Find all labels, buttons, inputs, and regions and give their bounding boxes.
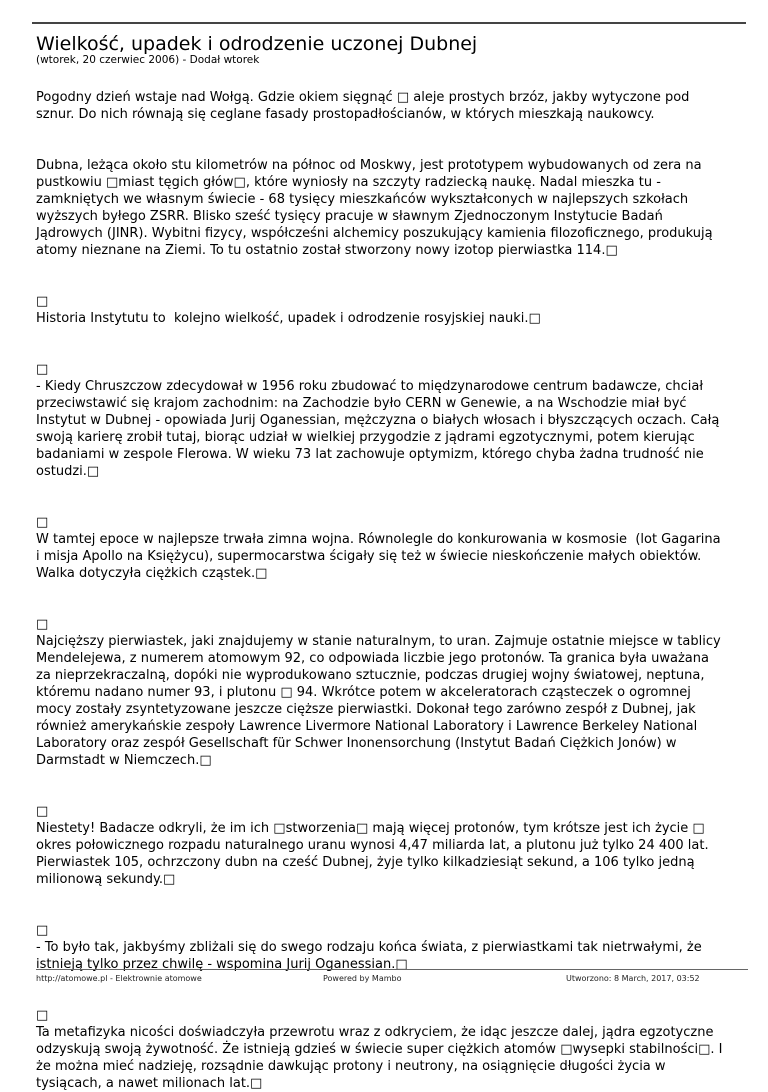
paragraph: □ W tamtej epoce w najlepsze trwała zimna wojna. Równolegle do konkurowania w kosmosie (lot Gagarina i misja Apollo na Księżycu), supermocarstwa ścigały się też w świecie nieskończenie małych obiektów. Walka dotyczyła ciężkich cząstek.□ [36,515,721,581]
article-body [36,89,736,1092]
footer-site-link[interactable]: http://atomowe.pl - Elektrownie atomowe [36,974,202,983]
paragraph: Pogodny dzień wstaje nad Wołgą. Gdzie okiem sięgnąć □ aleje prostych brzóz, jakby wytyczone pod sznur. Do nich równają się ceglane fasady prostopadłościanów, w których mieszkają naukowcy. [36,90,690,122]
page-footer [36,969,748,986]
top-divider [32,22,746,24]
paragraph: □ Ta metafizyka nicości doświadczyła przewrotu wraz z odkryciem, że idąc jeszcze dalej, jądra egzotyczne odzyskują swoją żywotność. Że istnieją gdzieś w świecie super ciężkich atomów □wysepki stabilności□. I że można mieć nadzieję, rozsądnie dawkując protony i neutrony, na osiągnięcie długości życia w tysiącach, a nawet milionach lat.□ [36,1008,723,1091]
paragraph: □ - To było tak, jakbyśmy zbliżali się do swego rodzaju końca świata, z pierwiastkami tak nietrwałymi, że istnieją tylko przez chwilę - wspomina Jurij Oganessian.□ [36,923,702,972]
paragraph: □ Najcięższy pierwiastek, jaki znajdujemy w stanie naturalnym, to uran. Zajmuje ostatnie miejsce w tablicy Mendelejewa, z numerem atomowym 92, co odpowiada liczbie jego protonów. Ta granica była uważana za nieprzekraczalną, dopóki nie wyprodukowano sztucznie, podczas drugiej wojny światowej, neptuna, któremu nadano numer 93, i plutonu □ 94. Wkrótce potem w akceleratorach cząsteczek o ogromnej mocy zostały zsyntetyzowane jeszcze cięższe pierwiastki. Dokonał tego zarówno zespół z Dubnej, jak również amerykańskie zespoły Lawrence Livermore National Laboratory i Lawrence Berkeley National Laboratory oraz zespół Gesellschaft für Schwer Inonensorchung (Instytut Badań Ciężkich Jonów) w Darmstadt w Niemczech.□ [36,617,721,768]
paragraph: Dubna, leżąca około stu kilometrów na północ od Moskwy, jest prototypem wybudowanych od zera na pustkowiu □miast tęgich głów□, które wyniosły na szczyty radziecką naukę. Nadal mieszka tu - zamkniętych we własnym świecie - 68 tysięcy mieszkańców wykształconych w najlepszych szkołach wyższych byłego ZSRR. Blisko sześć tysięcy pracuje w sławnym Zjednoczonym Instytucie Badań Jądrowych (JINR). Wybitni fizycy, współcześni alchemicy poszukujący kamienia filozoficznego, produkują atomy nieznane na Ziemi. To tu ostatnio został stworzony nowy izotop pierwiastka 114.□ [36,158,713,258]
paragraph: □ Historia Instytutu to kolejno wielkość, upadek i odrodzenie rosyjskiej nauki.□ [36,294,541,326]
footer-created-date: Utworzono: 8 March, 2017, 03:52 [566,974,700,983]
paragraph: □ Niestety! Badacze odkryli, że im ich □stworzenia□ mają więcej protonów, tym krótsze jest ich życie □ okres połowicznego rozpadu naturalnego uranu wynosi 4,47 miliarda lat, a plutonu już tylko 24 400 lat. Pierwiastek 105, ochrzczony dubn na cześć Dubnej, żyje tylko kilkadziesiąt sekund, a 106 tylko jedną milionową sekundy.□ [36,804,709,887]
paragraph: □ - Kiedy Chruszczow zdecydował w 1956 roku zbudować to międzynarodowe centrum badawcze, chciał przeciwstawić się krajom zachodnim: na Zachodzie było CERN w Genewie, a na Wschodzie miał być Instytut w Dubnej - opowiada Jurij Oganessian, mężczyzna o białych włosach i błyszczących oczach. Całą swoją karierę zrobił tutaj, biorąc udział w wielkiej przygodzie z jądrami egzotycznymi, potem kierując badaniami w zespole Flerowa. W wieku 73 lat zachowuje optymizm, którego chyba żadna trudność nie ostudzi.□ [36,362,720,479]
footer-powered-by: Powered by Mambo [323,974,402,983]
article-title: Wielkość, upadek i odrodzenie uczonej Dubnej [36,33,478,55]
article-meta: (wtorek, 20 czerwiec 2006) - Dodał wtorek [36,54,260,66]
